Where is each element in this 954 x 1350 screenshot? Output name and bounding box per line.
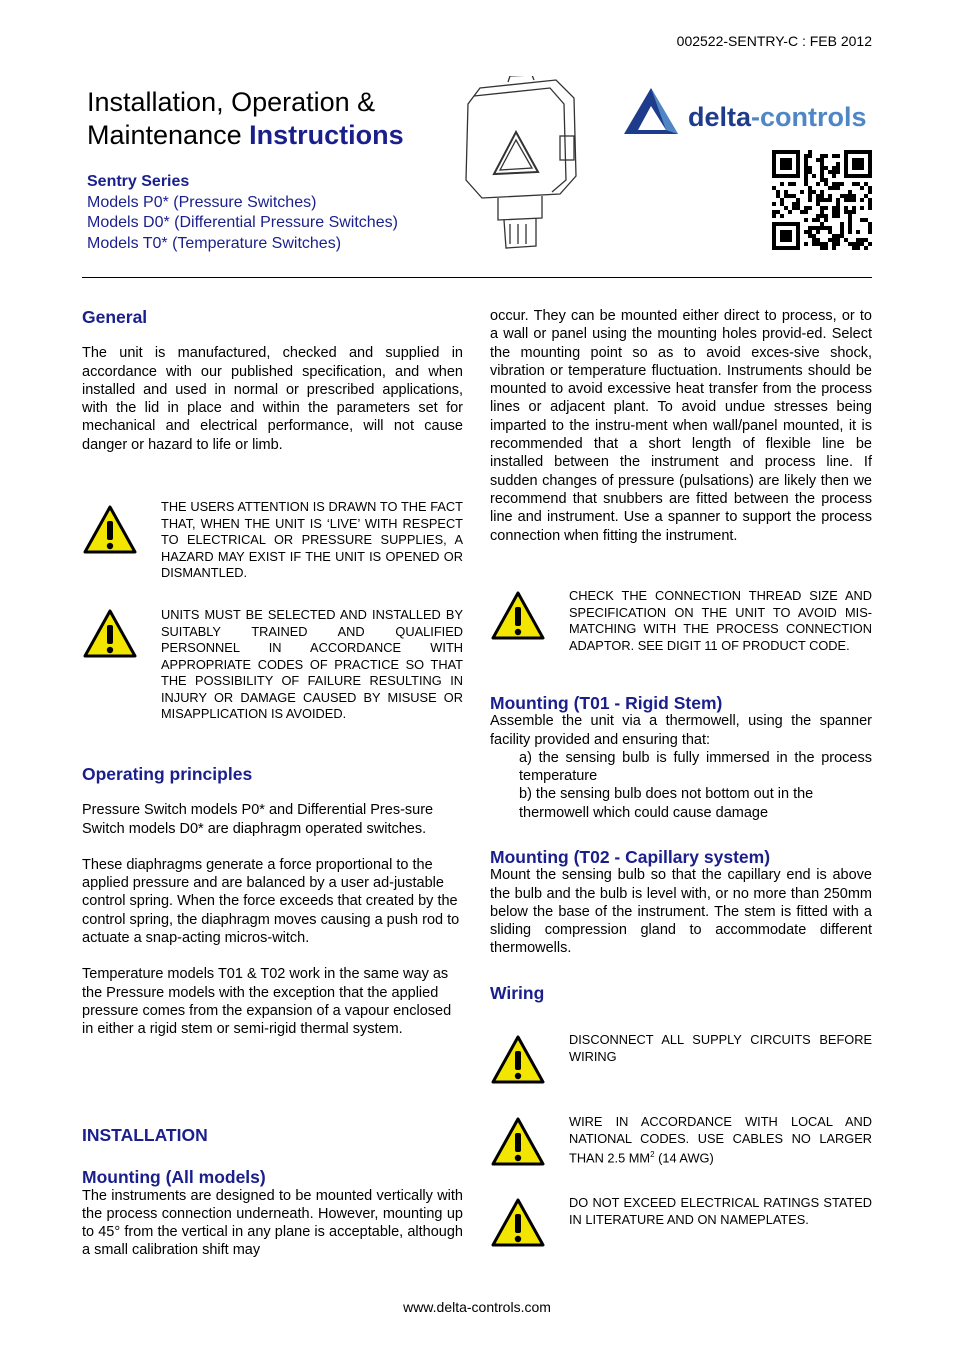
warning-electrical-ratings: DO NOT EXCEED ELECTRICAL RATINGS STATED IN LITERATURE AND ON NAMEPLATES. — [569, 1195, 872, 1227]
warning-icon-2 — [82, 608, 138, 665]
delta-logo-icon — [622, 86, 680, 136]
logo-wordmark: delta-controls — [688, 102, 867, 132]
left-column — [82, 308, 463, 454]
warning-wire-codes: WIRE IN ACCORDANCE WITH LOCAL AND NATIONAL CODES. USE CABLES NO LARGER THAN 2.5 $MM^2$ (14 AWG) — [569, 1114, 872, 1166]
title-instructions: Instructions — [249, 120, 404, 150]
model-list — [87, 172, 398, 254]
general-heading: General — [82, 307, 148, 327]
mounting-continued-paragraph: occur. They can be mounted either direct to process, or to a wall or panel using the mounting holes provid-ed. Select the mounting point so as to avoid exces-sive shock, vibration or temperature fluctuation. Instruments should be mounted to avoid excessive heat transfer from the process lines or adjacent plant. To avoid undue stresses being imparted to the instru-ment when wall/panel mounted, it is recommended that a short length of flexible line be installed between the instrument and process line. If sudden changes of pressure (pulsations) are likely then we recommend that snubbers are fitted between the process line and instrument. Use a spanner to support the process connection when fitting the instrument. — [490, 308, 872, 544]
operating-paragraph-3: Temperature models T01 & T02 work in the same way as the Pressure models with the exception that the applied pressure comes from the expansion of a vapour enclosed in either a rigid stem or semi-rigid thermal system. — [82, 966, 452, 1038]
warning-icon-1 — [82, 504, 138, 561]
operating-paragraph-2: These diaphragms generate a force proportional to the applied pressure and are balanced by a user ad-justable control spring. When the force exceeds that created by the control spring, the diaphragm moves causing a push rod to actuate a snap-acting micros-witch. — [82, 856, 460, 947]
general-paragraph: The unit is manufactured, checked and supplied in accordance with our published specification, and when installed and used in normal or prescribed applications, with the lid in place and within the parameters set for mechanical and electrical performance, will not cause danger or hazard to life or limb. — [82, 345, 463, 453]
series-name: Sentry Series — [87, 173, 190, 190]
document-reference: 002522-SENTRY-C : FEB 2012 — [676, 33, 872, 49]
t01-item-a: a) the sensing bulb is fully immersed in the process temperature — [519, 749, 872, 785]
wiring-heading: Wiring — [490, 983, 545, 1003]
header-divider — [82, 277, 872, 278]
t01-section — [490, 694, 872, 822]
warning-icon-6 — [490, 1197, 546, 1254]
t02-heading: Mounting (T02 - Capillary system) — [490, 847, 771, 867]
model-d0: Models D0* (Differential Pressure Switches) — [87, 214, 398, 231]
warning-icon-3 — [490, 590, 546, 647]
mounting-all-paragraph: The instruments are designed to be mounted vertically with the process connection underneath. However, mounting up to 45° from the vertical in any plane is acceptable, although a small calibration shift may — [82, 1187, 463, 1259]
title-line-1: Installation, Operation & — [87, 87, 376, 117]
t01-paragraph: Assemble the unit via a thermowell, using the spanner facility provided and ensuring that: — [490, 713, 872, 748]
installation-heading: INSTALLATION — [82, 1125, 208, 1145]
sentry-switch-drawing — [460, 76, 582, 254]
warning-connection-thread: CHECK THE CONNECTION THREAD SIZE AND SPECIFICATION ON THE UNIT TO AVOID MIS-MATCHING WITH THE PROCESS CONNECTION ADAPTOR. SEE DIGIT 11 OF PRODUCT CODE. — [569, 588, 872, 653]
warning-live-unit: THE USERS ATTENTION IS DRAWN TO THE FACT THAT, WHEN THE UNIT IS ‘LIVE’ WITH RESPECT TO ELECTRICAL OR PRESSURE SUPPLIES, A HAZARD MAY EXIST IF THE UNIT IS OPENED OR DISMANTLED. — [161, 499, 463, 580]
t01-item-b: b) the sensing bulb does not bottom out in the thermowell which could cause damage — [519, 786, 814, 821]
warning-icon-5 — [490, 1116, 546, 1173]
t02-paragraph: Mount the sensing bulb so that the capillary end is above the bulb and the bulb is level with, or no more than 250mm below the base of the instrument. The stem is fitted with a sliding compression gland to accommodate different thermowells. — [490, 867, 872, 957]
operating-paragraph-1: Pressure Switch models P0* and Differential Pres-sure Switch models D0* are diaphragm operated switches. — [82, 802, 434, 837]
footer-url[interactable]: www.delta-controls.com — [403, 1299, 551, 1315]
title-maintenance: Maintenance — [87, 120, 242, 150]
installation-section — [82, 1126, 463, 1260]
warning-icon-4 — [490, 1034, 546, 1091]
model-p0: Models P0* (Pressure Switches) — [87, 193, 317, 211]
delta-controls-logo — [610, 82, 872, 142]
t01-heading: Mounting (T01 - Rigid Stem) — [490, 693, 723, 713]
qr-code — [772, 150, 872, 250]
t02-section — [490, 848, 872, 958]
wiring-section — [490, 984, 872, 1002]
operating-heading: Operating principles — [82, 764, 253, 784]
model-t0: Models T0* (Temperature Switches) — [87, 234, 342, 252]
operating-section — [82, 765, 463, 1039]
title-line-2 — [87, 119, 404, 152]
page-title — [87, 86, 404, 152]
mounting-all-heading: Mounting (All models) — [82, 1167, 266, 1188]
warning-disconnect: DISCONNECT ALL SUPPLY CIRCUITS BEFORE WIRING — [569, 1032, 872, 1064]
warning-qualified-personnel: UNITS MUST BE SELECTED AND INSTALLED BY SUITABLY TRAINED AND QUALIFIED PERSONNEL IN ACCORDANCE WITH APPROPRIATE CODES OF PRACTICE SO THAT THE POSSIBILITY OF FAILURE RESULTING IN INJURY OR DAMAGE CAUSED BY MISUSE OR MISAPPLICATION IS AVOIDED. — [161, 607, 463, 721]
